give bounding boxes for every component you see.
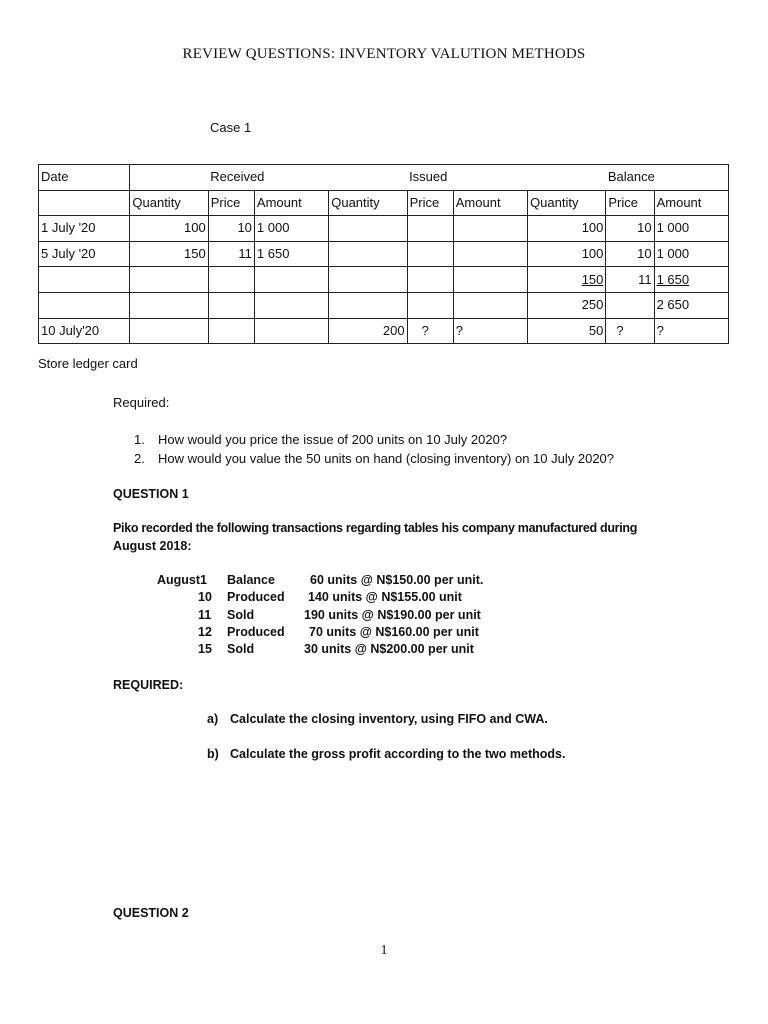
cell-received-price xyxy=(208,267,254,293)
part-a-text: Calculate the closing inventory, using FIFO and CWA. xyxy=(230,712,548,726)
question1-intro-line-1: Piko recorded the following transactions regarding tables his company manufactured during xyxy=(113,521,638,535)
cell-balance-price xyxy=(606,292,654,318)
list-item xyxy=(150,589,570,606)
part-a-label: a) xyxy=(207,712,219,726)
transaction-day: 11 xyxy=(198,607,212,622)
cell-issued-quantity xyxy=(329,216,407,242)
subheader-received-price: Price xyxy=(208,190,254,216)
part-b-label: b) xyxy=(207,747,219,761)
case1-item-1-text: How would you price the issue of 200 units on 10 July 2020? xyxy=(158,432,508,447)
cell-date xyxy=(39,292,130,318)
case1-item-2-text: How would you value the 50 units on hand (closing inventory) on 10 July 2020? xyxy=(158,451,615,466)
ledger-group-header-row xyxy=(39,165,729,191)
ledger-caption: Store ledger card xyxy=(38,356,138,371)
transaction-detail: 30 units @ N$200.00 per unit xyxy=(304,642,474,657)
cell-received-quantity xyxy=(130,318,208,344)
case1-item-1-number: 1. xyxy=(134,432,145,447)
cell-date: 1 July '20 xyxy=(39,216,130,242)
cell-balance-price: ? xyxy=(606,318,654,344)
cell-issued-price xyxy=(407,267,453,293)
cell-date: 5 July '20 xyxy=(39,241,130,267)
table-row xyxy=(39,292,729,318)
cell-issued-price xyxy=(407,216,453,242)
cell-received-price: 11 xyxy=(208,241,254,267)
cell-balance-price: 10 xyxy=(606,216,654,242)
cell-balance-amount: 1 650 xyxy=(654,267,728,293)
list-item xyxy=(150,572,570,589)
cell-issued-amount: ? xyxy=(453,318,527,344)
cell-balance-price: 10 xyxy=(606,241,654,267)
table-row xyxy=(39,267,729,293)
cell-issued-price xyxy=(407,241,453,267)
transaction-day: 15 xyxy=(198,642,212,657)
transaction-type: Produced xyxy=(227,624,285,639)
transaction-detail: 190 units @ N$190.00 per unit xyxy=(304,607,481,622)
subheader-balance-price: Price xyxy=(606,190,654,216)
cell-balance-quantity: 100 xyxy=(528,216,606,242)
transaction-detail: 60 units @ N$150.00 per unit. xyxy=(310,573,484,587)
ledger-subheader-row xyxy=(39,190,729,216)
cell-issued-quantity xyxy=(329,292,407,318)
transaction-type: Sold xyxy=(227,607,255,622)
cell-issued-quantity: 200 xyxy=(329,318,407,344)
part-b-text: Calculate the gross profit according to the two methods. xyxy=(230,747,566,761)
page-number: 1 xyxy=(380,943,388,958)
case-label: Case 1 xyxy=(210,120,252,135)
cell-issued-price xyxy=(407,292,453,318)
list-item xyxy=(150,607,570,624)
subheader-balance-amount: Amount xyxy=(654,190,728,216)
question1-intro-line-2: August 2018: xyxy=(113,539,192,553)
header-issued: Issued xyxy=(407,165,528,191)
subheader-received-quantity: Quantity xyxy=(130,190,208,216)
transaction-day: 1 xyxy=(200,573,207,587)
case1-item-2-number: 2. xyxy=(134,451,145,466)
cell-issued-amount xyxy=(453,216,527,242)
transaction-detail: 70 units @ N$160.00 per unit xyxy=(309,624,479,639)
transaction-day: 10 xyxy=(198,590,212,605)
transactions-list xyxy=(150,572,570,658)
cell-received-amount: 1 000 xyxy=(254,216,328,242)
case1-required-label: Required: xyxy=(113,395,170,410)
cell-issued-amount xyxy=(453,267,527,293)
subheader-issued-amount: Amount xyxy=(453,190,527,216)
cell-balance-quantity: 50 xyxy=(528,318,606,344)
transaction-type: Produced xyxy=(227,590,285,605)
transaction-month: August xyxy=(157,573,201,587)
question2-heading: QUESTION 2 xyxy=(113,906,189,920)
header-date: Date xyxy=(39,165,130,191)
cell-issued-quantity xyxy=(329,267,407,293)
header-balance: Balance xyxy=(606,165,729,191)
cell-received-amount xyxy=(254,292,328,318)
cell-issued-amount xyxy=(453,241,527,267)
question1-heading: QUESTION 1 xyxy=(113,487,189,501)
cell-received-quantity xyxy=(130,292,208,318)
page-title: REVIEW QUESTIONS: INVENTORY VALUTION METHODS xyxy=(182,46,586,62)
cell-issued-amount xyxy=(453,292,527,318)
subheader-received-amount: Amount xyxy=(254,190,328,216)
list-item xyxy=(150,641,570,658)
subheader-issued-price: Price xyxy=(407,190,453,216)
transaction-type: Balance xyxy=(227,573,275,587)
transaction-day: 12 xyxy=(198,624,212,639)
cell-date xyxy=(39,267,130,293)
cell-received-quantity: 150 xyxy=(130,241,208,267)
cell-balance-price: 11 xyxy=(606,267,654,293)
cell-received-amount xyxy=(254,318,328,344)
cell-issued-price: ? xyxy=(407,318,453,344)
table-row xyxy=(39,216,729,242)
header-received: Received xyxy=(208,165,329,191)
cell-received-quantity xyxy=(130,267,208,293)
question1-required-label: REQUIRED: xyxy=(113,678,184,692)
transaction-detail: 140 units @ N$155.00 unit xyxy=(308,590,462,605)
cell-balance-amount: ? xyxy=(654,318,728,344)
cell-balance-quantity: 100 xyxy=(528,241,606,267)
cell-balance-quantity: 250 xyxy=(528,292,606,318)
cell-received-amount: 1 650 xyxy=(254,241,328,267)
cell-balance-amount: 1 000 xyxy=(654,216,728,242)
transaction-type: Sold xyxy=(227,642,255,657)
table-row xyxy=(39,241,729,267)
cell-issued-quantity xyxy=(329,241,407,267)
cell-received-price xyxy=(208,318,254,344)
cell-received-price xyxy=(208,292,254,318)
cell-balance-amount: 1 000 xyxy=(654,241,728,267)
cell-balance-amount: 2 650 xyxy=(654,292,728,318)
cell-received-amount xyxy=(254,267,328,293)
subheader-balance-quantity: Quantity xyxy=(528,190,606,216)
cell-balance-quantity: 150 xyxy=(528,267,606,293)
subheader-issued-quantity: Quantity xyxy=(329,190,407,216)
cell-date: 10 July'20 xyxy=(39,318,130,344)
table-row xyxy=(39,318,729,344)
list-item xyxy=(150,624,570,641)
cell-received-price: 10 xyxy=(208,216,254,242)
cell-received-quantity: 100 xyxy=(130,216,208,242)
store-ledger-table xyxy=(38,164,729,344)
